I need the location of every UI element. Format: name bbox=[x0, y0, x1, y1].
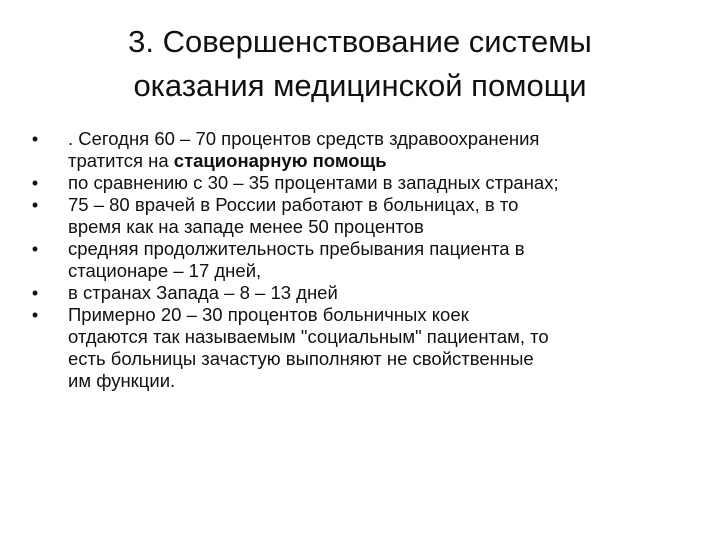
bullet-dot-icon: • bbox=[31, 283, 39, 303]
bullet-item-5 bbox=[26, 282, 686, 304]
slide-title bbox=[40, 20, 680, 108]
bullet-1-line-2 bbox=[68, 150, 686, 172]
bullet-1-line-1: . Сегодня 60 – 70 процентов средств здравоохранения bbox=[68, 128, 540, 149]
slide-title-line-2: оказания медицинской помощи bbox=[133, 68, 587, 103]
bullet-1-line-2-prefix: тратится на bbox=[68, 150, 174, 171]
bullet-item-4 bbox=[26, 238, 686, 282]
bullet-6-line-4: им функции. bbox=[68, 370, 176, 391]
bullet-dot-icon: • bbox=[31, 195, 39, 215]
bullet-1-bold-phrase: стационарную помощь bbox=[173, 150, 387, 171]
bullet-dot-icon: • bbox=[31, 305, 39, 325]
bullet-5-line-1: в странах Запада – 8 – 13 дней bbox=[68, 282, 338, 303]
bullet-3-line-1: 75 – 80 врачей в России работают в больницах, в то bbox=[68, 194, 519, 215]
bullet-4-line-2: стационаре – 17 дней, bbox=[68, 260, 262, 281]
bullet-6-line-3: есть больницы зачастую выполняют не свойственные bbox=[68, 348, 534, 369]
bullet-item-2 bbox=[26, 172, 686, 194]
bullet-dot-icon: • bbox=[31, 239, 39, 259]
bullet-list bbox=[26, 128, 686, 392]
bullet-dot-icon: • bbox=[31, 129, 39, 149]
bullet-item-3 bbox=[26, 194, 686, 238]
bullet-item-1 bbox=[26, 128, 686, 172]
bullet-6-line-2: отдаются так называемым "социальным" пациентам, то bbox=[68, 326, 549, 347]
bullet-item-6 bbox=[26, 304, 686, 392]
slide-title-line-1: 3. Совершенствование системы bbox=[128, 24, 592, 59]
bullet-4-line-1: средняя продолжительность пребывания пациента в bbox=[68, 238, 525, 259]
bullet-2-line-1: по сравнению с 30 – 35 процентами в западных странах; bbox=[68, 172, 559, 193]
bullet-3-line-2: время как на западе менее 50 процентов bbox=[68, 216, 424, 237]
bullet-dot-icon: • bbox=[31, 173, 39, 193]
bullet-6-line-1: Примерно 20 – 30 процентов больничных коек bbox=[68, 304, 469, 325]
